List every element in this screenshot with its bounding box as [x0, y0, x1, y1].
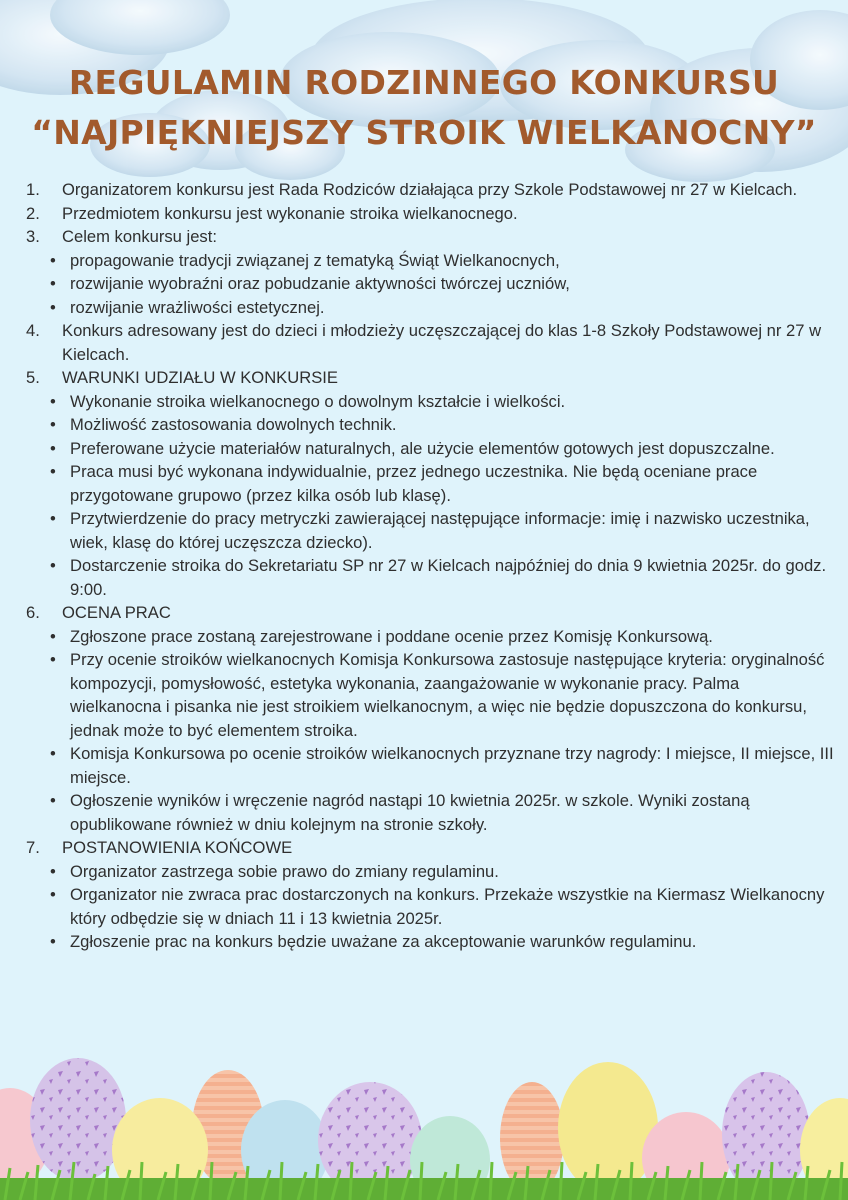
item-number: 6.	[26, 603, 40, 622]
bullet-icon: •	[50, 462, 56, 481]
item-text: POSTANOWIENIA KOŃCOWE	[62, 838, 293, 857]
bullet-text: Zgłoszenie prac na konkurs będzie uważane za akceptowanie warunków regulaminu.	[70, 932, 697, 951]
bullet-icon: •	[50, 556, 56, 575]
title-line-1: REGULAMIN RODZINNEGO KONKURSU	[68, 63, 780, 102]
numbered-item	[0, 178, 848, 202]
bullet-item	[0, 554, 848, 601]
bullet-icon: •	[50, 932, 56, 951]
title-line-2: “NAJPIĘKNIEJSZY STROIK WIELKANOCNY”	[31, 113, 817, 152]
bullet-text: Organizator nie zwraca prac dostarczonych na konkurs. Przekaże wszystkie na Kiermasz Wielkanocny który odbędzie się w dniach 11 i 13 kwietnia 2025r.	[70, 885, 825, 928]
item-text: Organizatorem konkursu jest Rada Rodziców działająca przy Szkole Podstawowej nr 27 w Kielcach.	[62, 180, 798, 199]
item-text: Celem konkursu jest:	[62, 227, 217, 246]
item-number: 5.	[26, 368, 40, 387]
bullet-icon: •	[50, 509, 56, 528]
bullet-item	[0, 883, 848, 930]
numbered-item	[0, 836, 848, 860]
bullet-text: Przy ocenie stroików wielkanocnych Komisja Konkursowa zastosuje następujące kryteria: oryginalność kompozycji, pomysłowość, estetyka wykonania, zaangażowanie w wykonanie pracy. Palma wielkanocna i pisanka nie jest stroikiem wielkanocnym, a więc nie będzie dopuszczona do konkursu, jednak może to być elementem stroika.	[70, 650, 825, 740]
bullet-icon: •	[50, 744, 56, 763]
bullet-item	[0, 249, 848, 273]
bullet-item	[0, 272, 848, 296]
bullet-icon: •	[50, 297, 56, 317]
bullet-item	[0, 742, 848, 789]
bullet-text: Organizator zastrzega sobie prawo do zmiany regulaminu.	[70, 861, 499, 881]
page-title	[0, 58, 848, 158]
bullet-icon: •	[50, 650, 56, 669]
bullet-icon: •	[50, 250, 56, 270]
bullet-text: Preferowane użycie materiałów naturalnych, ale użycie elementów gotowych jest dopuszczalne.	[70, 438, 775, 458]
numbered-item	[0, 225, 848, 249]
item-text: Konkurs adresowany jest do dzieci i młodzieży uczęszczającej do klas 1-8 Szkoły Podstawowej nr 27 w Kielcach.	[62, 321, 822, 364]
bullet-item	[0, 507, 848, 554]
bullet-icon: •	[50, 626, 56, 646]
bullet-text: Praca musi być wykonana indywidualnie, przez jednego uczestnika. Nie będą oceniane prace przygotowane grupowo (przez kilka osób lub klasę).	[70, 462, 758, 505]
item-number: 3.	[26, 227, 40, 246]
bullet-text: Dostarczenie stroika do Sekretariatu SP nr 27 w Kielcach najpóźniej do dnia 9 kwietnia 2025r. do godz. 9:00.	[70, 556, 827, 599]
bullet-text: Komisja Konkursowa po ocenie stroików wielkanocnych przyznane trzy nagrody: I miejsce, II miejsce, III miejsce.	[70, 744, 834, 787]
numbered-item	[0, 202, 848, 226]
bullet-text: Ogłoszenie wyników i wręczenie nagród nastąpi 10 kwietnia 2025r. w szkole. Wyniki zostaną opublikowane również w dniu kolejnym na stronie szkoły.	[70, 791, 750, 834]
item-number: 1.	[26, 180, 40, 199]
bullet-text: rozwijanie wrażliwości estetycznej.	[70, 297, 325, 317]
bullet-icon: •	[50, 391, 56, 411]
bullet-item	[0, 296, 848, 320]
bullet-text: Możliwość zastosowania dowolnych technik.	[70, 415, 397, 434]
numbered-item	[0, 319, 848, 366]
item-text: Przedmiotem konkursu jest wykonanie stroika wielkanocnego.	[62, 203, 518, 223]
bullet-text: Przytwierdzenie do pracy metryczki zawierającej następujące informacje: imię i nazwisko uczestnika, wiek, klasę do której uczęszcza dziecko).	[70, 509, 810, 552]
bullet-item	[0, 789, 848, 836]
item-text: WARUNKI UDZIAŁU W KONKURSIE	[62, 368, 338, 387]
bullet-icon: •	[50, 861, 56, 881]
item-number: 4.	[26, 321, 40, 340]
bullet-icon: •	[50, 885, 56, 904]
bullet-item	[0, 390, 848, 414]
item-number: 7.	[26, 838, 40, 857]
bullet-item	[0, 930, 848, 954]
regulations-list	[0, 178, 848, 954]
bullet-icon: •	[50, 415, 56, 434]
bullet-icon: •	[50, 274, 56, 293]
easter-eggs-grass-illustration	[0, 1050, 848, 1200]
bullet-icon: •	[50, 791, 56, 810]
item-text: OCENA PRAC	[62, 603, 171, 622]
bullet-text: Wykonanie stroika wielkanocnego o dowolnym kształcie i wielkości.	[70, 391, 566, 411]
numbered-item	[0, 366, 848, 390]
bullet-text: Zgłoszone prace zostaną zarejestrowane i poddane ocenie przez Komisję Konkursową.	[70, 626, 713, 646]
bullet-text: propagowanie tradycji związanej z tematyką Świąt Wielkanocnych,	[70, 250, 560, 270]
bullet-item	[0, 437, 848, 461]
bullet-item	[0, 625, 848, 649]
bullet-text: rozwijanie wyobraźni oraz pobudzanie aktywności twórczej uczniów,	[70, 274, 570, 293]
bullet-item	[0, 413, 848, 437]
item-number: 2.	[26, 203, 40, 223]
bullet-item	[0, 460, 848, 507]
numbered-item	[0, 601, 848, 625]
bullet-icon: •	[50, 438, 56, 458]
bullet-item	[0, 860, 848, 884]
bullet-item	[0, 648, 848, 742]
